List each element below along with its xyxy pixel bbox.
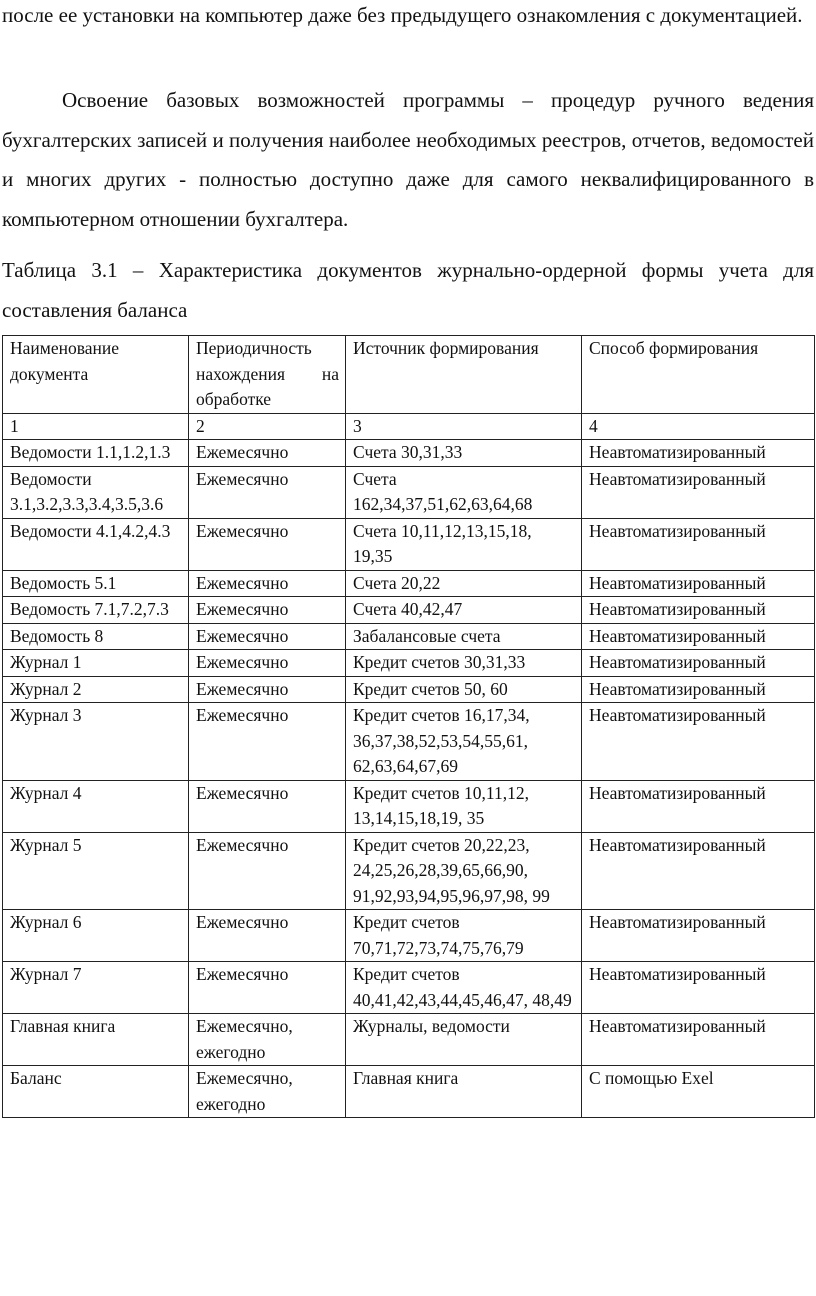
table-cell: Ведомость 8 bbox=[3, 623, 189, 650]
table-row bbox=[3, 832, 815, 910]
table-cell: Ежемесячно bbox=[189, 518, 346, 570]
table-cell: Ведомости 3.1,3.2,3.3,3.4,3.5,3.6 bbox=[3, 466, 189, 518]
table-cell: Ежемесячно bbox=[189, 780, 346, 832]
table-cell: Неавтоматизированный bbox=[582, 676, 815, 703]
table-cell: Неавтоматизированный bbox=[582, 466, 815, 518]
table-cell: Журнал 6 bbox=[3, 910, 189, 962]
number-cell: 2 bbox=[189, 413, 346, 440]
table-cell: Ежемесячно bbox=[189, 703, 346, 781]
table-cell: Неавтоматизированный bbox=[582, 518, 815, 570]
table-row bbox=[3, 703, 815, 781]
header-cell: Способ формирования bbox=[582, 336, 815, 414]
table-cell: Ежемесячно bbox=[189, 570, 346, 597]
table-cell: Ведомость 5.1 bbox=[3, 570, 189, 597]
table-cell: Кредит счетов 30,31,33 bbox=[346, 650, 582, 677]
table-cell: Ежемесячно bbox=[189, 440, 346, 467]
table-cell: Журнал 5 bbox=[3, 832, 189, 910]
table-cell: Журнал 7 bbox=[3, 962, 189, 1014]
table-cell: Ежемесячно, ежегодно bbox=[189, 1014, 346, 1066]
table-row bbox=[3, 910, 815, 962]
table-row bbox=[3, 650, 815, 677]
table-cell: Ежемесячно bbox=[189, 962, 346, 1014]
table-cell: Счета 40,42,47 bbox=[346, 597, 582, 624]
table-cell: Неавтоматизированный bbox=[582, 780, 815, 832]
table-cell: Ежемесячно bbox=[189, 623, 346, 650]
table-row bbox=[3, 466, 815, 518]
table-header-row bbox=[3, 336, 815, 414]
number-cell: 1 bbox=[3, 413, 189, 440]
table-row bbox=[3, 440, 815, 467]
table-number-row bbox=[3, 413, 815, 440]
table-cell: Кредит счетов 10,11,12, 13,14,15,18,19, 35 bbox=[346, 780, 582, 832]
table-cell: Журнал 2 bbox=[3, 676, 189, 703]
table-cell: Забалансовые счета bbox=[346, 623, 582, 650]
table-row bbox=[3, 962, 815, 1014]
paragraph-main: Освоение базовых возможностей программы – процедур ручного ведения бухгалтерских записей и получения наиболее необходимых реестров, отчетов, ведомостей и многих других - полностью доступно даже для самого неквалифицированного в компьютерном отношении бухгалтера. bbox=[2, 88, 814, 231]
table-cell: Счета 30,31,33 bbox=[346, 440, 582, 467]
table-cell: Ежемесячно bbox=[189, 466, 346, 518]
table-cell: Главная книга bbox=[3, 1014, 189, 1066]
table-row bbox=[3, 597, 815, 624]
table-cell: Ведомости 4.1,4.2,4.3 bbox=[3, 518, 189, 570]
table-cell: Ежемесячно bbox=[189, 650, 346, 677]
header-cell: Наименование документа bbox=[3, 336, 189, 414]
table-cell: Неавтоматизированный bbox=[582, 910, 815, 962]
table-cell: Кредит счетов 40,41,42,43,44,45,46,47, 48,49 bbox=[346, 962, 582, 1014]
paragraph-continuation: после ее установки на компьютер даже без предыдущего ознакомления с документацией. bbox=[2, 3, 803, 27]
table-cell: Кредит счетов 16,17,34, 36,37,38,52,53,54,55,61, 62,63,64,67,69 bbox=[346, 703, 582, 781]
table-cell: Неавтоматизированный bbox=[582, 650, 815, 677]
table-cell: Неавтоматизированный bbox=[582, 597, 815, 624]
table-cell: Ведомости 1.1,1.2,1.3 bbox=[3, 440, 189, 467]
table-row bbox=[3, 780, 815, 832]
number-cell: 4 bbox=[582, 413, 815, 440]
table-cell: Ведомость 7.1,7.2,7.3 bbox=[3, 597, 189, 624]
table-cell: Счета 162,34,37,51,62,63,64,68 bbox=[346, 466, 582, 518]
table-row bbox=[3, 1014, 815, 1066]
table-row bbox=[3, 1066, 815, 1118]
table-cell: Неавтоматизированный bbox=[582, 832, 815, 910]
table-cell: Счета 10,11,12,13,15,18, 19,35 bbox=[346, 518, 582, 570]
table-row bbox=[3, 676, 815, 703]
table-cell: Кредит счетов 70,71,72,73,74,75,76,79 bbox=[346, 910, 582, 962]
table-cell: Главная книга bbox=[346, 1066, 582, 1118]
table-cell: Неавтоматизированный bbox=[582, 1014, 815, 1066]
table-row bbox=[3, 623, 815, 650]
header-cell: Периодичность нахождения на обработке bbox=[189, 336, 346, 414]
table-cell: Ежемесячно bbox=[189, 676, 346, 703]
table-cell: Кредит счетов 50, 60 bbox=[346, 676, 582, 703]
header-cell: Источник формирования bbox=[346, 336, 582, 414]
table-cell: Ежемесячно bbox=[189, 597, 346, 624]
table-cell: С помощью Exel bbox=[582, 1066, 815, 1118]
table-cell: Неавтоматизированный bbox=[582, 623, 815, 650]
table-cell: Журнал 3 bbox=[3, 703, 189, 781]
table-cell: Неавтоматизированный bbox=[582, 440, 815, 467]
table-cell: Неавтоматизированный bbox=[582, 962, 815, 1014]
table-cell: Ежемесячно bbox=[189, 832, 346, 910]
table-cell: Журналы, ведомости bbox=[346, 1014, 582, 1066]
table-cell: Журнал 4 bbox=[3, 780, 189, 832]
number-cell: 3 bbox=[346, 413, 582, 440]
table-caption: Таблица 3.1 – Характеристика документов журнально-ордерной формы учета для составления баланса bbox=[2, 258, 814, 322]
table-cell: Кредит счетов 20,22,23, 24,25,26,28,39,65,66,90, 91,92,93,94,95,96,97,98, 99 bbox=[346, 832, 582, 910]
table-cell: Счета 20,22 bbox=[346, 570, 582, 597]
documents-table bbox=[2, 335, 815, 1118]
table-row bbox=[3, 570, 815, 597]
table-cell: Неавтоматизированный bbox=[582, 703, 815, 781]
table-cell: Ежемесячно bbox=[189, 910, 346, 962]
table-cell: Журнал 1 bbox=[3, 650, 189, 677]
table-row bbox=[3, 518, 815, 570]
table-cell: Баланс bbox=[3, 1066, 189, 1118]
table-cell: Неавтоматизированный bbox=[582, 570, 815, 597]
table-cell: Ежемесячно, ежегодно bbox=[189, 1066, 346, 1118]
